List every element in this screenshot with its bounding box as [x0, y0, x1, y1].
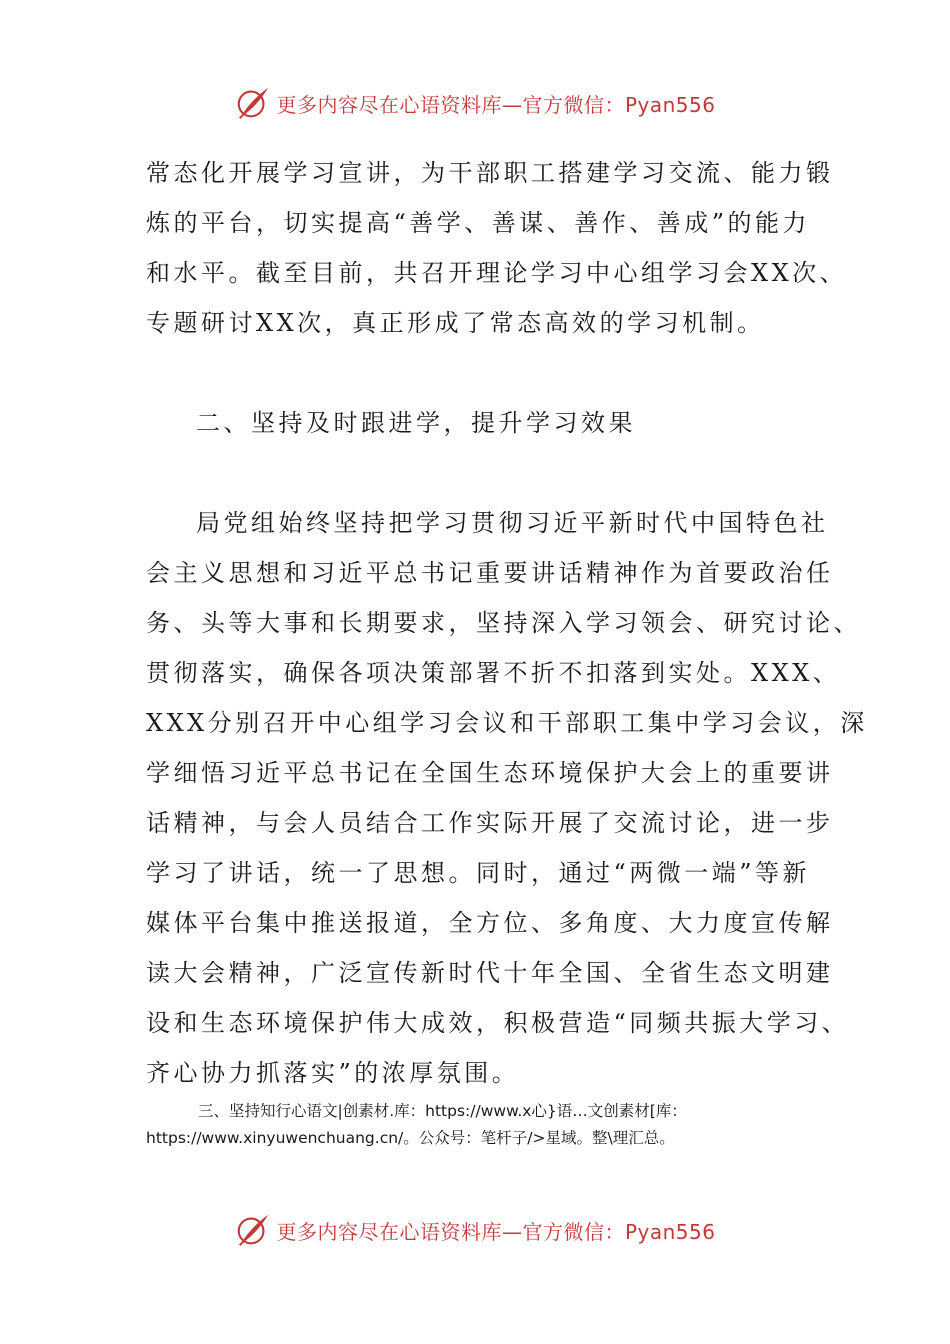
footnote-line: 三、坚持知行心语文|创素材.库：https://www.x心}语…文创素材[库：	[198, 1102, 687, 1120]
paragraph-gap	[146, 348, 806, 398]
paragraph-line: 学习了讲话，统一了思想。同时，通过“两微一端”等新	[146, 859, 811, 887]
paragraph-line: 常态化开展学习宣讲，为干部职工搭建学习交流、能力锻	[146, 159, 834, 187]
paragraph-gap	[146, 448, 806, 498]
paragraph-line: 贯彻落实，确保各项决策部署不折不扣落到实处。XXX、	[146, 659, 841, 687]
paragraph-line: 话精神，与会人员结合工作实际开展了交流讨论，进一步	[146, 809, 834, 837]
header-watermark-banner	[0, 81, 950, 125]
paragraph-line: 齐心协力抓落实”的浓厚氛围。	[146, 1059, 520, 1087]
watermark-text: 更多内容尽在心语资料库—官方微信：Pyan556	[276, 1219, 716, 1244]
footnote-line: https://www.xinyuwenchuang.cn/。公众号：笔杆子/>星域。整\理汇总。	[146, 1129, 675, 1147]
watermark-text: 更多内容尽在心语资料库—官方微信：Pyan556	[276, 92, 716, 117]
paragraph-line: 媒体平台集中推送报道，全方位、多角度、大力度宣传解	[146, 909, 834, 937]
section-heading: 二、坚持及时跟进学，提升学习效果	[196, 409, 636, 437]
paragraph-line: 务、头等大事和长期要求，坚持深入学习领会、研究讨论、	[146, 609, 861, 637]
paragraph-line: 读大会精神，广泛宣传新时代十年全国、全省生态文明建	[146, 959, 834, 987]
paragraph-line: 和水平。截至目前，共召开理论学习中心组学习会XX次、	[146, 259, 848, 287]
paragraph-line: 会主义思想和习近平总书记重要讲话精神作为首要政治任	[146, 559, 834, 587]
document-body	[146, 148, 868, 1098]
paragraph-line: 局党组始终坚持把学习贯彻习近平新时代中国特色社	[196, 509, 829, 537]
quill-pen-logo-icon	[234, 84, 272, 122]
paragraph-line: 设和生态环境保护伟大成效，积极营造“同频共振大学习、	[146, 1009, 850, 1037]
footer-watermark-banner	[0, 1208, 950, 1252]
paragraph-line: 学细悟习近平总书记在全国生态环境保护大会上的重要讲	[146, 759, 834, 787]
quill-pen-logo-icon	[234, 1211, 272, 1249]
paragraph-line: 专题研讨XX次，真正形成了常态高效的学习机制。	[146, 309, 765, 337]
paragraph-line: XXX分别召开中心组学习会议和干部职工集中学习会议，深	[146, 709, 868, 737]
footnote-watermark	[146, 1098, 826, 1152]
paragraph-line: 炼的平台，切实提高“善学、善谋、善作、善成”的能力	[146, 209, 811, 237]
